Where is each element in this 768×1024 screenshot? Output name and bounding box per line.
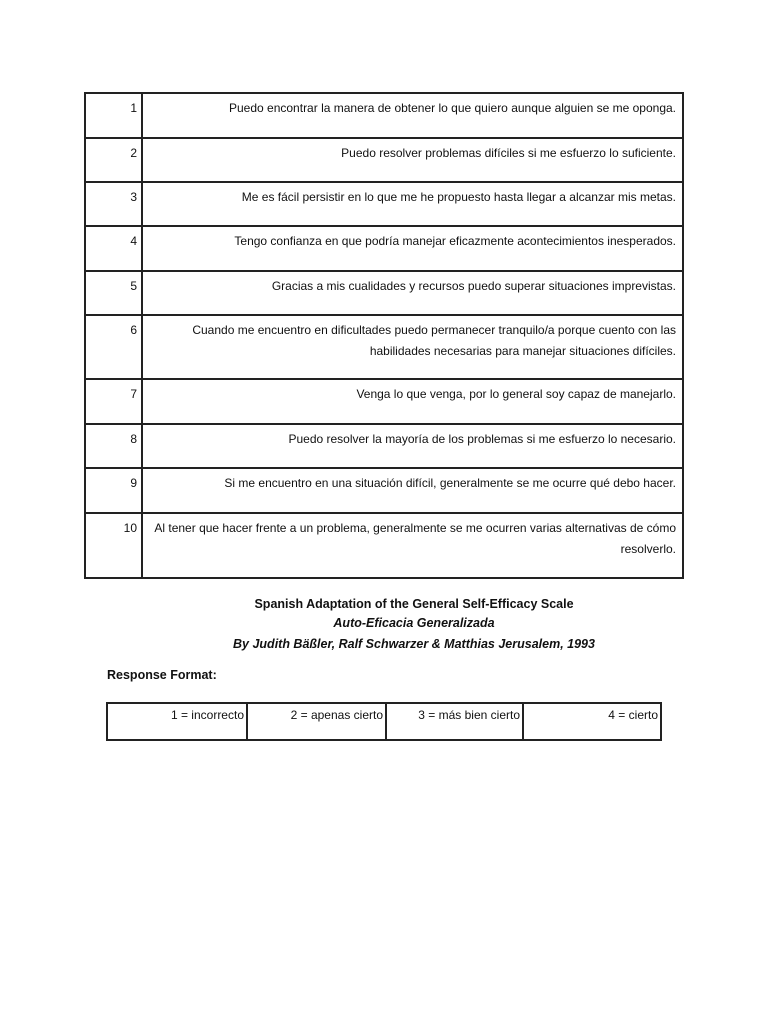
item-number: 6 — [86, 316, 143, 380]
table-row — [86, 380, 682, 425]
response-format-table — [106, 702, 662, 741]
table-row — [86, 514, 682, 577]
table-row — [86, 227, 682, 272]
item-number: 8 — [86, 425, 143, 469]
scale-title: Spanish Adaptation of the General Self-Efficacy Scale — [254, 597, 574, 611]
scale-authors: By Judith Bäßler, Ralf Schwarzer & Matthias Jerusalem, 1993 — [233, 637, 595, 651]
table-row — [86, 272, 682, 316]
item-text: Venga lo que venga, por lo general soy capaz de manejarlo. — [143, 380, 682, 425]
item-text: Si me encuentro en una situación difícil, generalmente se me ocurre qué debo hacer. — [143, 469, 682, 514]
item-text: Puedo resolver problemas difíciles si me esfuerzo lo suficiente. — [143, 139, 682, 183]
response-option: 2 = apenas cierto — [247, 703, 386, 740]
response-option: 1 = incorrecto — [107, 703, 247, 740]
item-text: Puedo encontrar la manera de obtener lo que quiero aunque alguien se me oponga. — [143, 94, 682, 139]
item-number: 5 — [86, 272, 143, 316]
item-number: 3 — [86, 183, 143, 227]
item-text: Puedo resolver la mayoría de los problemas si me esfuerzo lo necesario. — [143, 425, 682, 469]
table-row — [86, 425, 682, 469]
item-text: Tengo confianza en que podría manejar eficazmente acontecimientos inesperados. — [143, 227, 682, 272]
response-option: 4 = cierto — [608, 708, 658, 722]
response-format-label: Response Format: — [107, 668, 217, 682]
response-option: 3 = más bien cierto — [386, 703, 523, 740]
item-text: Me es fácil persistir en lo que me he propuesto hasta llegar a alcanzar mis metas. — [143, 183, 682, 227]
item-number: 9 — [86, 469, 143, 514]
item-text: Gracias a mis cualidades y recursos puedo superar situaciones imprevistas. — [143, 272, 682, 316]
item-number: 2 — [86, 139, 143, 183]
table-row — [86, 139, 682, 183]
item-number: 7 — [86, 380, 143, 425]
table-row — [107, 703, 661, 740]
item-number: 4 — [86, 227, 143, 272]
scale-subtitle: Auto-Eficacia Generalizada — [333, 616, 495, 630]
table-row — [86, 94, 682, 139]
item-number: 1 — [86, 94, 143, 139]
table-row — [86, 183, 682, 227]
item-number: 10 — [86, 514, 143, 577]
table-row — [86, 316, 682, 380]
items-table — [84, 92, 684, 579]
table-row — [86, 469, 682, 514]
item-text: Al tener que hacer frente a un problema, generalmente se me ocurren varias alternativas de cómo resolverlo. — [154, 521, 676, 556]
item-text: Cuando me encuentro en dificultades puedo permanecer tranquilo/a porque cuento con las habilidades necesarias para manejar situaciones difíciles. — [143, 316, 682, 380]
